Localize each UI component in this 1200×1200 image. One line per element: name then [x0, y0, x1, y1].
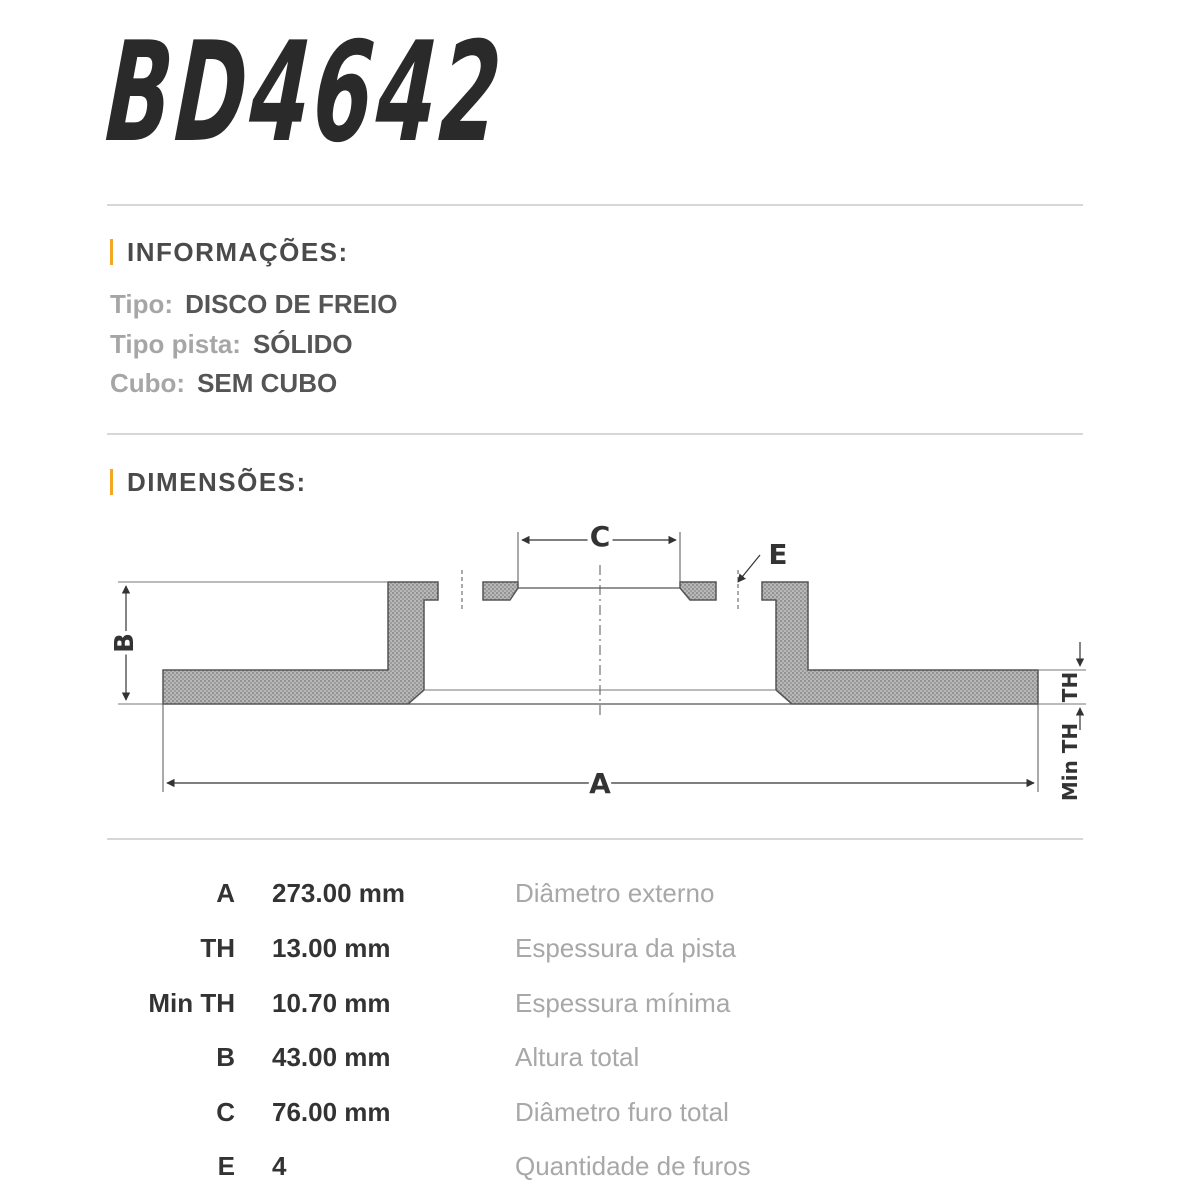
spec-value: 76.00 mm [272, 1097, 391, 1127]
info-heading-text: INFORMAÇÕES: [127, 237, 349, 267]
spec-row-b [0, 1042, 1200, 1082]
heading-accent-bar [110, 469, 113, 495]
spec-description: Espessura da pista [515, 933, 737, 963]
spec-description: Altura total [515, 1042, 640, 1072]
divider-top [107, 204, 1083, 206]
spec-description: Quantidade de furos [515, 1151, 751, 1181]
spec-value: 273.00 mm [272, 878, 405, 908]
spec-description: Diâmetro externo [515, 878, 715, 908]
e-leader [738, 555, 760, 582]
spec-value: 10.70 mm [272, 988, 391, 1018]
spec-description: Espessura mínima [515, 988, 731, 1018]
spec-key: Min TH [148, 988, 235, 1018]
spec-description: Diâmetro furo total [515, 1097, 729, 1127]
dimensions-heading [110, 467, 307, 498]
info-value: DISCO DE FREIO [185, 289, 398, 319]
disc-section-right [762, 582, 1038, 704]
spec-key: TH [200, 933, 235, 963]
spec-key: E [217, 1151, 235, 1181]
label-th: TH [1058, 671, 1082, 703]
spec-value: 13.00 mm [272, 933, 391, 963]
label-e: E [768, 538, 788, 571]
info-row-tipo-pista [110, 329, 353, 360]
divider-middle [107, 433, 1083, 435]
info-heading [110, 237, 349, 268]
info-row-tipo [110, 289, 397, 320]
info-value: SÓLIDO [252, 329, 353, 359]
hub-flange-left [483, 582, 518, 600]
disc-section-left [163, 582, 438, 704]
label-b: B [110, 633, 140, 653]
spec-key: C [216, 1097, 235, 1127]
info-row-cubo [110, 368, 337, 399]
label-a: A [589, 767, 611, 800]
hub-flange-right [680, 582, 716, 600]
spec-row-c [0, 1097, 1200, 1137]
spec-value: 4 [272, 1151, 287, 1181]
dimensions-heading-text: DIMENSÕES: [127, 467, 307, 497]
spec-row-min-th [0, 988, 1200, 1028]
spec-key: A [216, 878, 235, 908]
spec-row-e [0, 1151, 1200, 1191]
label-min-th: Min TH [1058, 722, 1082, 802]
info-label: Tipo: [110, 289, 174, 319]
heading-accent-bar [110, 239, 113, 265]
info-label: Cubo: [110, 368, 186, 398]
spec-row-a [0, 878, 1200, 918]
info-value: SEM CUBO [197, 368, 338, 398]
info-label: Tipo pista: [110, 329, 241, 359]
spec-row-th [0, 933, 1200, 973]
spec-key: B [216, 1042, 235, 1072]
spec-value: 43.00 mm [272, 1042, 391, 1072]
part-code-title: BD4642 [101, 12, 510, 173]
divider-bottom [107, 838, 1083, 840]
label-c: C [589, 520, 611, 553]
brake-disc-cross-section-diagram [0, 505, 1200, 825]
